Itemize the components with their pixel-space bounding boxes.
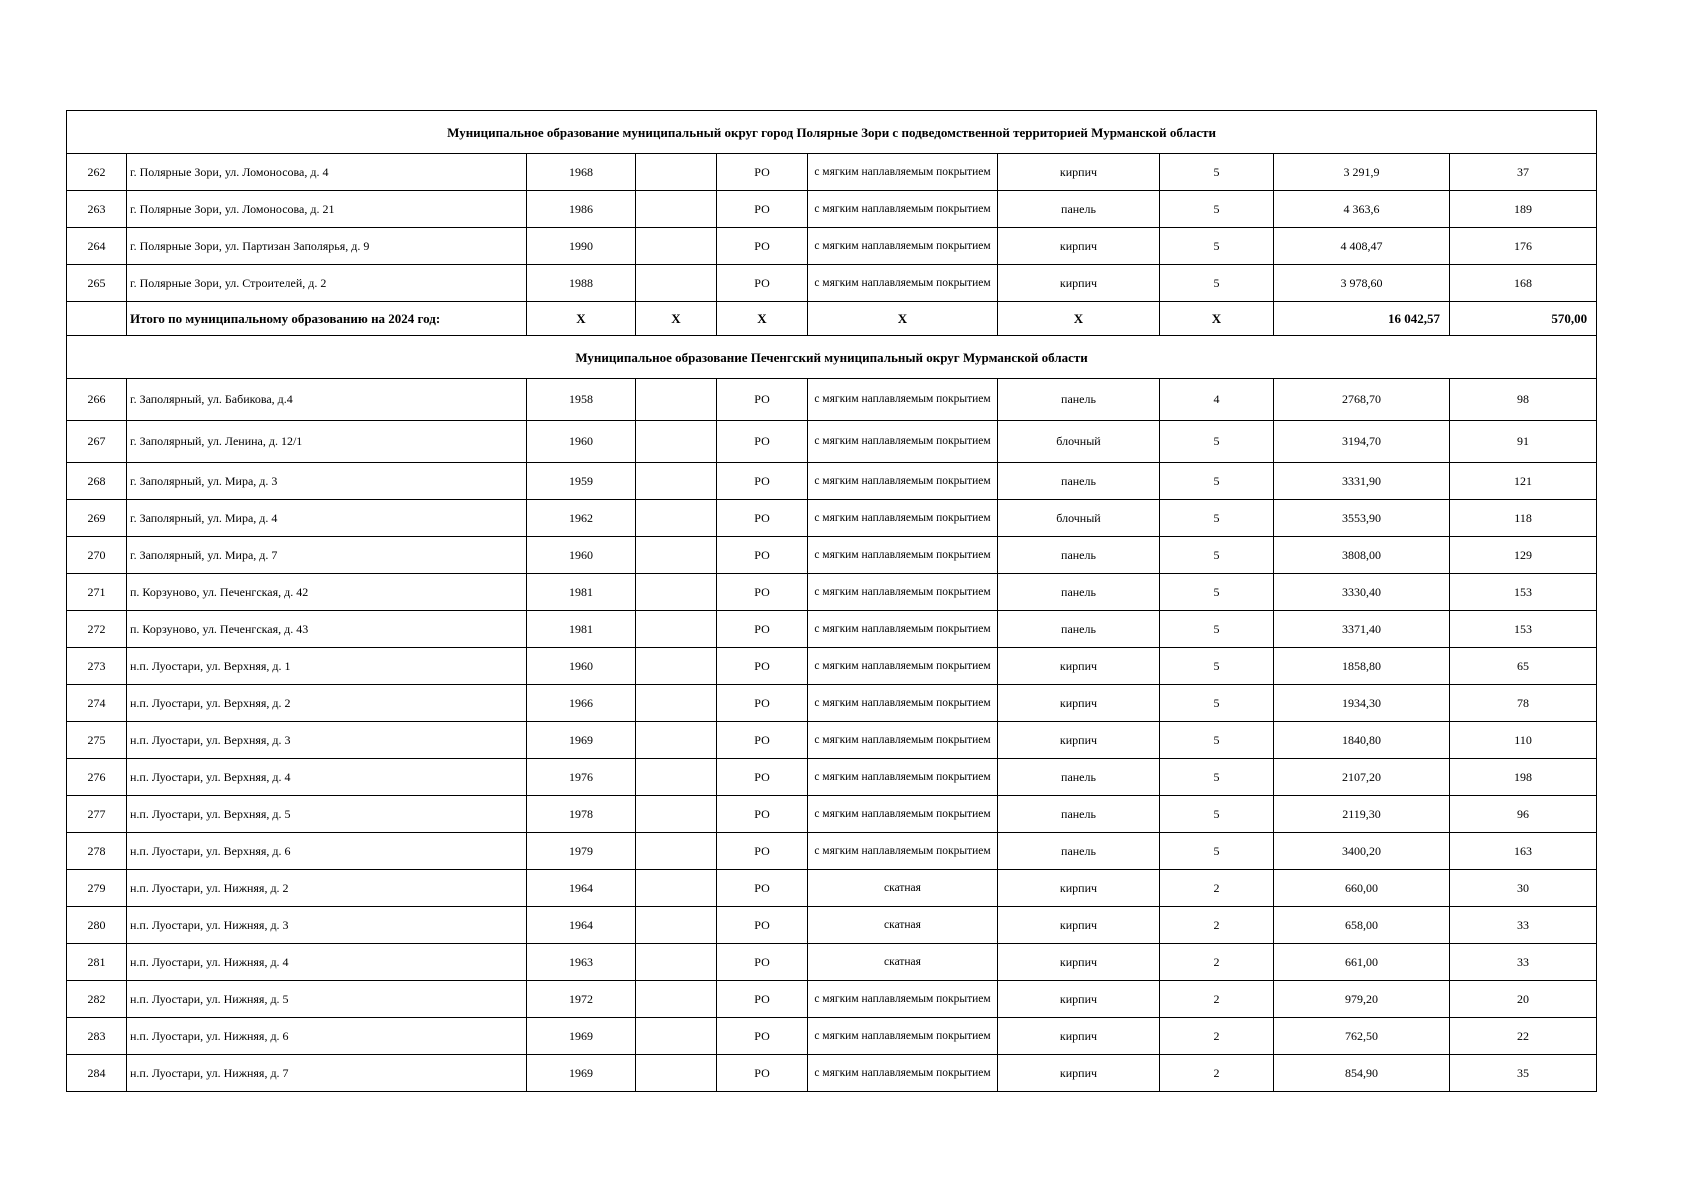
total-area-cell: 3808,00	[1274, 537, 1450, 574]
residents-cell: 22	[1450, 1018, 1597, 1055]
total-area: 16 042,57	[1274, 302, 1450, 336]
program-type-cell: РО	[717, 265, 808, 302]
table-row	[67, 759, 1597, 796]
total-x-mark: X	[808, 302, 998, 336]
address-cell: п. Корзуново, ул. Печенгская, д. 42	[127, 574, 527, 611]
empty-cell-cell	[636, 500, 717, 537]
row-number-cell: 274	[67, 685, 127, 722]
total-area-cell: 4 363,6	[1274, 191, 1450, 228]
section-rows	[67, 379, 1597, 1092]
section-title: Муниципальное образование Печенгский муниципальный округ Мурманской области	[67, 336, 1597, 379]
program-type-cell: РО	[717, 870, 808, 907]
roof-type-cell: с мягким наплавляемым покрытием	[808, 154, 998, 191]
total-x-mark: X	[1160, 302, 1274, 336]
total-residents: 570,00	[1450, 302, 1597, 336]
empty-cell-cell	[636, 537, 717, 574]
row-number-cell: 272	[67, 611, 127, 648]
total-area-cell: 1934,30	[1274, 685, 1450, 722]
row-number-cell: 269	[67, 500, 127, 537]
year-built-cell: 1988	[527, 265, 636, 302]
table-row	[67, 500, 1597, 537]
wall-material-cell: кирпич	[998, 907, 1160, 944]
year-built-cell: 1959	[527, 463, 636, 500]
total-area-cell: 979,20	[1274, 981, 1450, 1018]
wall-material-cell: кирпич	[998, 944, 1160, 981]
program-type-cell: РО	[717, 500, 808, 537]
address-cell: г. Полярные Зори, ул. Партизан Заполярья, д. 9	[127, 228, 527, 265]
empty-cell-cell	[636, 574, 717, 611]
residents-cell: 78	[1450, 685, 1597, 722]
row-number-cell: 275	[67, 722, 127, 759]
roof-type-cell: с мягким наплавляемым покрытием	[808, 722, 998, 759]
empty-cell-cell	[636, 796, 717, 833]
roof-type-cell: с мягким наплавляемым покрытием	[808, 228, 998, 265]
table-row	[67, 944, 1597, 981]
wall-material-cell: панель	[998, 759, 1160, 796]
empty-cell-cell	[636, 685, 717, 722]
empty-cell-cell	[636, 944, 717, 981]
address-cell: н.п. Луостари, ул. Нижняя, д. 6	[127, 1018, 527, 1055]
table-row	[67, 648, 1597, 685]
roof-type-cell: с мягким наплавляемым покрытием	[808, 759, 998, 796]
wall-material-cell: кирпич	[998, 1055, 1160, 1092]
roof-type-cell: скатная	[808, 907, 998, 944]
residents-cell: 163	[1450, 833, 1597, 870]
program-type-cell: РО	[717, 685, 808, 722]
program-type-cell: РО	[717, 421, 808, 463]
table-row	[67, 722, 1597, 759]
row-number-cell: 266	[67, 379, 127, 421]
year-built-cell: 1960	[527, 648, 636, 685]
program-type-cell: РО	[717, 379, 808, 421]
address-cell: г. Заполярный, ул. Бабикова, д.4	[127, 379, 527, 421]
empty-cell-cell	[636, 1055, 717, 1092]
floors-cell: 5	[1160, 500, 1274, 537]
section-rows	[67, 154, 1597, 302]
roof-type-cell: с мягким наплавляемым покрытием	[808, 191, 998, 228]
section-title: Муниципальное образование муниципальный округ город Полярные Зори с подведомственной территорией Мурманской области	[67, 111, 1597, 154]
year-built-cell: 1981	[527, 611, 636, 648]
total-area-cell: 660,00	[1274, 870, 1450, 907]
total-area-cell: 2768,70	[1274, 379, 1450, 421]
row-number-cell: 264	[67, 228, 127, 265]
address-cell: н.п. Луостари, ул. Нижняя, д. 4	[127, 944, 527, 981]
residents-cell: 121	[1450, 463, 1597, 500]
address-cell: н.п. Луостари, ул. Верхняя, д. 5	[127, 796, 527, 833]
year-built-cell: 1990	[527, 228, 636, 265]
empty-cell-cell	[636, 870, 717, 907]
empty-cell-cell	[636, 228, 717, 265]
table-row	[67, 611, 1597, 648]
program-type-cell: РО	[717, 944, 808, 981]
total-area-cell: 3400,20	[1274, 833, 1450, 870]
address-cell: г. Полярные Зори, ул. Ломоносова, д. 4	[127, 154, 527, 191]
residents-cell: 168	[1450, 265, 1597, 302]
empty-cell-cell	[636, 265, 717, 302]
row-number-cell: 279	[67, 870, 127, 907]
residents-cell: 37	[1450, 154, 1597, 191]
row-number-cell: 283	[67, 1018, 127, 1055]
wall-material-cell: панель	[998, 574, 1160, 611]
wall-material-cell: блочный	[998, 500, 1160, 537]
table-row	[67, 265, 1597, 302]
table-row	[67, 833, 1597, 870]
row-number-cell: 281	[67, 944, 127, 981]
table-row	[67, 191, 1597, 228]
total-area-cell: 854,90	[1274, 1055, 1450, 1092]
roof-type-cell: с мягким наплавляемым покрытием	[808, 500, 998, 537]
residents-cell: 30	[1450, 870, 1597, 907]
table-row	[67, 574, 1597, 611]
address-cell: п. Корзуново, ул. Печенгская, д. 43	[127, 611, 527, 648]
floors-cell: 5	[1160, 722, 1274, 759]
row-number-cell: 273	[67, 648, 127, 685]
empty-cell-cell	[636, 907, 717, 944]
residents-cell: 35	[1450, 1055, 1597, 1092]
table-row	[67, 1018, 1597, 1055]
empty-cell-cell	[636, 611, 717, 648]
residents-cell: 198	[1450, 759, 1597, 796]
floors-cell: 2	[1160, 981, 1274, 1018]
program-type-cell: РО	[717, 1055, 808, 1092]
total-label: Итого по муниципальному образованию на 2024 год:	[127, 302, 527, 336]
wall-material-cell: кирпич	[998, 1018, 1160, 1055]
program-type-cell: РО	[717, 191, 808, 228]
total-area-cell: 3 291,9	[1274, 154, 1450, 191]
residents-cell: 153	[1450, 574, 1597, 611]
floors-cell: 4	[1160, 379, 1274, 421]
row-number-cell: 271	[67, 574, 127, 611]
wall-material-cell: панель	[998, 537, 1160, 574]
empty-cell-cell	[636, 1018, 717, 1055]
year-built-cell: 1962	[527, 500, 636, 537]
table-row	[67, 154, 1597, 191]
total-area-cell: 3331,90	[1274, 463, 1450, 500]
floors-cell: 5	[1160, 463, 1274, 500]
empty-cell-cell	[636, 833, 717, 870]
row-number-cell: 270	[67, 537, 127, 574]
total-area-cell: 3553,90	[1274, 500, 1450, 537]
total-area-cell: 3330,40	[1274, 574, 1450, 611]
empty-cell-cell	[636, 154, 717, 191]
total-area-cell: 1840,80	[1274, 722, 1450, 759]
year-built-cell: 1969	[527, 722, 636, 759]
floors-cell: 5	[1160, 611, 1274, 648]
empty-cell-cell	[636, 421, 717, 463]
wall-material-cell: панель	[998, 833, 1160, 870]
floors-cell: 5	[1160, 833, 1274, 870]
program-type-cell: РО	[717, 722, 808, 759]
residents-cell: 96	[1450, 796, 1597, 833]
wall-material-cell: панель	[998, 796, 1160, 833]
residents-cell: 65	[1450, 648, 1597, 685]
program-type-cell: РО	[717, 648, 808, 685]
floors-cell: 2	[1160, 944, 1274, 981]
residents-cell: 33	[1450, 944, 1597, 981]
total-area-cell: 762,50	[1274, 1018, 1450, 1055]
residents-cell: 33	[1450, 907, 1597, 944]
total-area-cell: 3 978,60	[1274, 265, 1450, 302]
total-row	[67, 302, 1597, 336]
floors-cell: 2	[1160, 870, 1274, 907]
row-number-cell: 267	[67, 421, 127, 463]
year-built-cell: 1960	[527, 537, 636, 574]
roof-type-cell: с мягким наплавляемым покрытием	[808, 833, 998, 870]
row-number-cell: 278	[67, 833, 127, 870]
program-type-cell: РО	[717, 611, 808, 648]
empty-cell-cell	[636, 759, 717, 796]
empty-cell-cell	[636, 722, 717, 759]
address-cell: н.п. Луостари, ул. Нижняя, д. 3	[127, 907, 527, 944]
program-type-cell: РО	[717, 228, 808, 265]
total-x-mark: X	[998, 302, 1160, 336]
year-built-cell: 1981	[527, 574, 636, 611]
address-cell: н.п. Луостари, ул. Нижняя, д. 2	[127, 870, 527, 907]
total-number-cell	[67, 302, 127, 336]
roof-type-cell: с мягким наплавляемым покрытием	[808, 1018, 998, 1055]
total-x-mark: X	[527, 302, 636, 336]
floors-cell: 5	[1160, 796, 1274, 833]
address-cell: н.п. Луостари, ул. Верхняя, д. 4	[127, 759, 527, 796]
row-number-cell: 284	[67, 1055, 127, 1092]
program-type-cell: РО	[717, 833, 808, 870]
year-built-cell: 1978	[527, 796, 636, 833]
wall-material-cell: кирпич	[998, 228, 1160, 265]
wall-material-cell: панель	[998, 463, 1160, 500]
empty-cell-cell	[636, 463, 717, 500]
row-number-cell: 265	[67, 265, 127, 302]
address-cell: г. Заполярный, ул. Ленина, д. 12/1	[127, 421, 527, 463]
wall-material-cell: кирпич	[998, 154, 1160, 191]
residents-cell: 91	[1450, 421, 1597, 463]
year-built-cell: 1964	[527, 870, 636, 907]
year-built-cell: 1968	[527, 154, 636, 191]
address-cell: н.п. Луостари, ул. Верхняя, д. 2	[127, 685, 527, 722]
housing-table	[66, 110, 1597, 1092]
year-built-cell: 1976	[527, 759, 636, 796]
wall-material-cell: кирпич	[998, 981, 1160, 1018]
program-type-cell: РО	[717, 463, 808, 500]
year-built-cell: 1979	[527, 833, 636, 870]
address-cell: н.п. Луостари, ул. Верхняя, д. 6	[127, 833, 527, 870]
wall-material-cell: кирпич	[998, 265, 1160, 302]
roof-type-cell: с мягким наплавляемым покрытием	[808, 379, 998, 421]
residents-cell: 110	[1450, 722, 1597, 759]
empty-cell-cell	[636, 191, 717, 228]
row-number-cell: 262	[67, 154, 127, 191]
year-built-cell: 1963	[527, 944, 636, 981]
total-area-cell: 4 408,47	[1274, 228, 1450, 265]
year-built-cell: 1960	[527, 421, 636, 463]
total-area-cell: 1858,80	[1274, 648, 1450, 685]
year-built-cell: 1972	[527, 981, 636, 1018]
year-built-cell: 1964	[527, 907, 636, 944]
address-cell: г. Заполярный, ул. Мира, д. 3	[127, 463, 527, 500]
floors-cell: 5	[1160, 537, 1274, 574]
table-row	[67, 379, 1597, 421]
address-cell: г. Заполярный, ул. Мира, д. 4	[127, 500, 527, 537]
table-row	[67, 421, 1597, 463]
year-built-cell: 1969	[527, 1055, 636, 1092]
address-cell: н.п. Луостари, ул. Нижняя, д. 7	[127, 1055, 527, 1092]
program-type-cell: РО	[717, 796, 808, 833]
wall-material-cell: блочный	[998, 421, 1160, 463]
roof-type-cell: с мягким наплавляемым покрытием	[808, 265, 998, 302]
roof-type-cell: скатная	[808, 944, 998, 981]
wall-material-cell: кирпич	[998, 648, 1160, 685]
roof-type-cell: с мягким наплавляемым покрытием	[808, 981, 998, 1018]
address-cell: н.п. Луостари, ул. Верхняя, д. 1	[127, 648, 527, 685]
program-type-cell: РО	[717, 907, 808, 944]
section-header	[67, 336, 1597, 379]
roof-type-cell: с мягким наплавляемым покрытием	[808, 611, 998, 648]
total-area-cell: 2119,30	[1274, 796, 1450, 833]
wall-material-cell: кирпич	[998, 685, 1160, 722]
roof-type-cell: с мягким наплавляемым покрытием	[808, 537, 998, 574]
program-type-cell: РО	[717, 1018, 808, 1055]
table-row	[67, 870, 1597, 907]
program-type-cell: РО	[717, 537, 808, 574]
total-area-cell: 3371,40	[1274, 611, 1450, 648]
year-built-cell: 1966	[527, 685, 636, 722]
total-x-mark: X	[636, 302, 717, 336]
floors-cell: 5	[1160, 191, 1274, 228]
address-cell: г. Заполярный, ул. Мира, д. 7	[127, 537, 527, 574]
roof-type-cell: с мягким наплавляемым покрытием	[808, 685, 998, 722]
row-number-cell: 282	[67, 981, 127, 1018]
address-cell: г. Полярные Зори, ул. Строителей, д. 2	[127, 265, 527, 302]
residents-cell: 129	[1450, 537, 1597, 574]
total-x-mark: X	[717, 302, 808, 336]
row-number-cell: 277	[67, 796, 127, 833]
residents-cell: 176	[1450, 228, 1597, 265]
roof-type-cell: с мягким наплавляемым покрытием	[808, 1055, 998, 1092]
section-header	[67, 111, 1597, 154]
total-area-cell: 658,00	[1274, 907, 1450, 944]
roof-type-cell: с мягким наплавляемым покрытием	[808, 648, 998, 685]
roof-type-cell: с мягким наплавляемым покрытием	[808, 574, 998, 611]
floors-cell: 5	[1160, 421, 1274, 463]
wall-material-cell: панель	[998, 379, 1160, 421]
floors-cell: 5	[1160, 154, 1274, 191]
residents-cell: 153	[1450, 611, 1597, 648]
residents-cell: 98	[1450, 379, 1597, 421]
program-type-cell: РО	[717, 981, 808, 1018]
table-row	[67, 463, 1597, 500]
floors-cell: 5	[1160, 685, 1274, 722]
table-row	[67, 1055, 1597, 1092]
floors-cell: 2	[1160, 1018, 1274, 1055]
row-number-cell: 276	[67, 759, 127, 796]
empty-cell-cell	[636, 379, 717, 421]
program-type-cell: РО	[717, 154, 808, 191]
row-number-cell: 263	[67, 191, 127, 228]
empty-cell-cell	[636, 981, 717, 1018]
floors-cell: 5	[1160, 648, 1274, 685]
residents-cell: 118	[1450, 500, 1597, 537]
table-row	[67, 537, 1597, 574]
empty-cell-cell	[636, 648, 717, 685]
total-area-cell: 661,00	[1274, 944, 1450, 981]
roof-type-cell: с мягким наплавляемым покрытием	[808, 463, 998, 500]
address-cell: н.п. Луостари, ул. Верхняя, д. 3	[127, 722, 527, 759]
table-row	[67, 796, 1597, 833]
program-type-cell: РО	[717, 759, 808, 796]
wall-material-cell: панель	[998, 191, 1160, 228]
year-built-cell: 1958	[527, 379, 636, 421]
row-number-cell: 268	[67, 463, 127, 500]
address-cell: г. Полярные Зори, ул. Ломоносова, д. 21	[127, 191, 527, 228]
table-row	[67, 228, 1597, 265]
total-area-cell: 3194,70	[1274, 421, 1450, 463]
wall-material-cell: панель	[998, 611, 1160, 648]
floors-cell: 2	[1160, 907, 1274, 944]
roof-type-cell: с мягким наплавляемым покрытием	[808, 796, 998, 833]
roof-type-cell: скатная	[808, 870, 998, 907]
row-number-cell: 280	[67, 907, 127, 944]
year-built-cell: 1969	[527, 1018, 636, 1055]
floors-cell: 5	[1160, 228, 1274, 265]
floors-cell: 5	[1160, 574, 1274, 611]
program-type-cell: РО	[717, 574, 808, 611]
table-row	[67, 981, 1597, 1018]
residents-cell: 189	[1450, 191, 1597, 228]
floors-cell: 5	[1160, 265, 1274, 302]
residents-cell: 20	[1450, 981, 1597, 1018]
table-row	[67, 907, 1597, 944]
wall-material-cell: кирпич	[998, 722, 1160, 759]
year-built-cell: 1986	[527, 191, 636, 228]
total-area-cell: 2107,20	[1274, 759, 1450, 796]
address-cell: н.п. Луостари, ул. Нижняя, д. 5	[127, 981, 527, 1018]
floors-cell: 5	[1160, 759, 1274, 796]
table-row	[67, 685, 1597, 722]
roof-type-cell: с мягким наплавляемым покрытием	[808, 421, 998, 463]
wall-material-cell: кирпич	[998, 870, 1160, 907]
floors-cell: 2	[1160, 1055, 1274, 1092]
